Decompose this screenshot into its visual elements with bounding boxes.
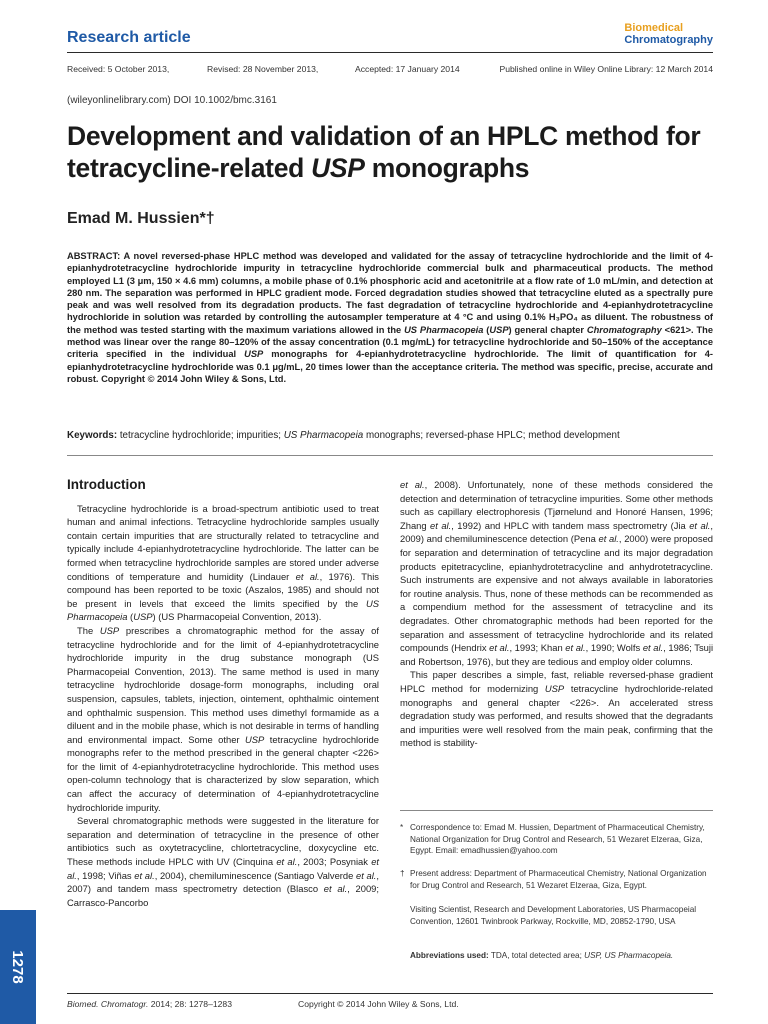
right-paragraph-1 bbox=[400, 478, 713, 668]
text-italic: et al. bbox=[565, 642, 586, 654]
text: , 1993; Khan bbox=[509, 642, 566, 654]
header-rule bbox=[67, 52, 713, 53]
keywords-label: Keywords: bbox=[67, 430, 118, 441]
footnote-text: Correspondence to: Emad M. Hussien, Department of Pharmaceutical Chemistry, National Organization for Drug Control and Research, 51 Wezaret Elzeraa, Giza, Egypt. Email: emadhussien@yahoo.com bbox=[410, 823, 705, 855]
right-column bbox=[400, 478, 713, 750]
text: , 1992) and HPLC with tandem mass spectrometry (Jia bbox=[451, 519, 690, 531]
section-label: Research article bbox=[67, 29, 191, 46]
text: The bbox=[77, 624, 100, 636]
abbrev-italic: USP, US Pharmacopeia. bbox=[584, 951, 674, 960]
abstract-text: monographs for 4-epianhydrotetracycline hydrochloride. The limit of quantification for 4-epianhydrotetracycline hydrochloride was 0.1 μg/mL, 20 times lower than the acceptance criteria. The method was specific, precise, accurate and robust. Copyright © 2014 John Wiley & Sons, Ltd. bbox=[67, 349, 713, 384]
published-date: Published online in Wiley Online Library: 12 March 2014 bbox=[499, 64, 713, 74]
title-text: Development and validation of an HPLC method for tetracycline-related bbox=[67, 121, 701, 183]
left-column bbox=[67, 478, 379, 909]
author-name: Emad M. Hussien*† bbox=[67, 210, 215, 227]
abstract-text: ( bbox=[483, 324, 490, 335]
text: ( bbox=[127, 611, 134, 623]
keywords-text: tetracycline hydrochloride; impurities; bbox=[117, 430, 284, 441]
footer-copyright: Copyright © 2014 John Wiley & Sons, Ltd. bbox=[298, 999, 459, 1009]
text: tetracycline hydrochloride monographs refer to the method prescribed in the general chapter <226> for the limit of 4-epianhydrotetracycline hydrochloride. This method uses open-column technology that is characterized by slow separation, which can affect the accuracy of determination of 4-epianhydrotetracycline hydrochloride impurity. bbox=[67, 733, 379, 813]
text: Several chromatographic methods were suggested in the literature for separation and determination of tetracycline in the presence of other antibiotics such as oxytetracycline, chlortetracycline, doxycycline etc. These methods include HPLC with UV (Cinquina bbox=[67, 815, 379, 868]
history-dates bbox=[67, 64, 713, 78]
received-date: Received: 5 October 2013, bbox=[67, 64, 170, 74]
page-number: 1278 bbox=[9, 950, 27, 984]
footnote-text: Present address: Department of Pharmaceutical Chemistry, National Organization for Drug Control and Research, 51 Wezaret Elzeraa, Giza, Egypt. bbox=[410, 869, 707, 890]
title-text-end: monographs bbox=[364, 153, 530, 183]
text: , 2009) and chemiluminescence detection (Pena bbox=[400, 519, 714, 545]
abstract bbox=[67, 250, 713, 385]
abbrev-label: Abbreviations used: bbox=[410, 951, 489, 960]
footnote-correspondence bbox=[400, 822, 713, 857]
text-italic: et al. bbox=[295, 570, 320, 582]
footnote-text: Visiting Scientist, Research and Development Laboratories, US Pharmacopeial Convention, 12601 Twinbrook Parkway, Rockville, MD, 20852-1790, USA bbox=[410, 905, 697, 926]
text-italic: et al. bbox=[134, 869, 155, 881]
text: , 2004), chemiluminescence (Santiago Valverde bbox=[154, 869, 356, 881]
text-italic: et al. bbox=[430, 519, 452, 531]
abstract-italic: USP bbox=[244, 349, 264, 360]
text-italic: et al. bbox=[67, 856, 380, 881]
text: prescribes a chromatographic method for the assay of tetracycline hydrochloride and for the limit of 4-epianhydrotetracycline hydrochloride impurity in the drug substance monograph (US Pharmacopeial Convention, 2013). The same method is used in many tetracycline hydrochloride dosage-form monographs, including oral suspension, capsules, tablets, injection, ointement, ophthalmic ointement and ophthalmic suspension. This method uses dimethyl formamide as a diluent and in the mobile phase, which is not desirable in terms of handling and environmental impact. Some other bbox=[67, 624, 379, 745]
text-italic: US Pharmacopeia bbox=[67, 597, 379, 623]
footnote-present-address bbox=[400, 868, 713, 891]
doi-line: (wileyonlinelibrary.com) DOI 10.1002/bmc.3161 bbox=[67, 95, 277, 106]
footer-citation bbox=[67, 999, 232, 1009]
text-italic: et al. bbox=[323, 883, 348, 895]
citation-journal: Biomed. Chromatogr. bbox=[67, 999, 149, 1009]
footnote-abbreviations bbox=[400, 950, 713, 962]
abstract-text: ABSTRACT: A novel reversed-phase HPLC method was developed and validated for the assay of tetracycline hydrochloride and the limit of 4-epianhydrotetracycline hydrochloride impurity in tetracycline hydrochloride commercial bulk and pharmaceutical products. The method employed L1 (3 μm, 150 × 4.6 mm) columns, a mobile phase of 0.1% phosphoric acid and acetonitrile at a flow rate of 1.0 mL/min, and detection at 280 nm. The separation was performed in HPLC gradient mode. Forced degradation studies showed that tetracycline eluted as a spectrally pure peak and was well resolved from its degradation products. The fast degradation of tetracycline hydrochloride and 4-epianhydrotetracycline hydrochloride in solution was retarded by controlling the autosampler temperature at 4 °C and using 0.1% H₃PO₄ as diluent. The robustness of the method was tested starting with the maximum variations allowed in the bbox=[67, 251, 713, 335]
text-italic: USP bbox=[99, 624, 120, 636]
footer-rule bbox=[67, 993, 713, 994]
keywords-text: monographs; reversed-phase HPLC; method development bbox=[363, 430, 620, 441]
footnote-rule bbox=[400, 810, 713, 811]
abbrev-text: TDA, total detected area; bbox=[488, 951, 585, 960]
abstract-text: ) general chapter bbox=[508, 324, 587, 335]
title-italic: USP bbox=[311, 153, 365, 183]
keywords-rule bbox=[67, 455, 713, 456]
text-italic: et al. bbox=[489, 642, 510, 654]
accepted-date: Accepted: 17 January 2014 bbox=[355, 64, 460, 74]
text: , 2003; Posyniak bbox=[297, 856, 372, 868]
intro-paragraph-2 bbox=[67, 624, 379, 814]
keywords-italic: US Pharmacopeia bbox=[283, 430, 364, 441]
journal-logo bbox=[624, 22, 713, 46]
text-italic: et al. bbox=[276, 856, 298, 868]
text: , 1976). This compound has been reported to be toxic (Aszalos, 1985) and should not be present in levels that exceed the limits specified by the bbox=[67, 570, 379, 609]
text: , 1990; Wolfs bbox=[585, 642, 643, 654]
intro-paragraph-3 bbox=[67, 814, 379, 909]
text: , 1998; Viñas bbox=[76, 869, 135, 881]
text-italic: USP bbox=[245, 733, 265, 745]
text: , 2009; Carrasco-Pancorbo bbox=[67, 883, 379, 908]
text: , 2008). Unfortunately, none of these methods considered the detection and determination of tetracycline impurities. Some other methods such as capillary electrophoresis (Tjørnelund and Honoré Hansen, 1996; Zhang bbox=[400, 479, 713, 531]
introduction-heading: Introduction bbox=[67, 477, 146, 492]
keywords bbox=[67, 430, 713, 441]
footnote-mark: † bbox=[400, 869, 405, 878]
abstract-italic: USP bbox=[489, 324, 509, 335]
text-italic: et al. bbox=[400, 479, 425, 490]
text: Tetracycline hydrochloride is a broad-spectrum antibiotic used to treat human and animal infections. Tetracycline hydrochloride samples usually contain certain impurities that are structurally related to tetracycline and typically include 4-epianhydrotetracycline hydrochloride. The latter can be formed when tetracycline hydrochloride samples are stored under adverse conditions of temperature and humidity (Lindauer bbox=[67, 502, 379, 582]
abstract-italic: US Pharmacopeia bbox=[404, 324, 484, 335]
intro-paragraph-1 bbox=[67, 502, 379, 624]
text-italic: et al. bbox=[356, 869, 377, 881]
abstract-text: <621>. The method was linear over the range 80–120% of the assay concentration (0.1 mg/mL) for tetracycline hydrochloride and 50–150% of the acceptance criteria specified in the individual bbox=[67, 324, 713, 360]
text-italic: et al. bbox=[689, 519, 711, 531]
journal-logo-line1: Biomedical bbox=[624, 22, 684, 34]
article-title bbox=[67, 120, 727, 184]
text-italic: et al. bbox=[598, 533, 619, 545]
footnote-mark: * bbox=[400, 823, 404, 832]
text-italic: USP bbox=[544, 682, 565, 694]
text: ) (US Pharmacopeial Convention, 2013). bbox=[152, 611, 322, 623]
text: , 2007) and tandem mass spectrometry detection (Blasco bbox=[67, 869, 380, 895]
text: , 1986; Tsuji and Robertson, 1976), but they are tedious and employ older columns. bbox=[400, 642, 714, 667]
text-italic: et al. bbox=[642, 642, 664, 654]
footnote-visiting bbox=[400, 904, 713, 927]
revised-date: Revised: 28 November 2013, bbox=[207, 64, 319, 74]
journal-logo-line2: Chromatography bbox=[624, 34, 713, 46]
text-italic: USP bbox=[133, 611, 153, 623]
text: This paper describes a simple, fast, reliable reversed-phase gradient HPLC method for modernizing bbox=[400, 669, 713, 694]
text: tetracycline hydrochloride-related monographs and general chapter <226>. An accelerated stress degradation study was performed, and results showed that the degradants and impurities were well resolved from the main peak, confirming that the method is stability- bbox=[400, 682, 713, 749]
text: , 2000) were proposed for separation and determination of tetracycline and its major degradation products epitetracycline, epianhydrotetracycline and anhydrotetracycline. Such instruments are expensive and not always available in laboratories for routine analysis. Thus, none of these methods can be recommended as a compendium method for the assessment of tetracycline and its degradates. Other chromatographic methods had been reported for the separation and assessment of tetracycline hydrochloride and its related compounds (Hendrix bbox=[400, 533, 714, 654]
right-paragraph-2 bbox=[400, 668, 713, 750]
citation-volume: 2014; 28: 1278–1283 bbox=[148, 999, 232, 1009]
abstract-italic: Chromatography bbox=[586, 324, 662, 335]
